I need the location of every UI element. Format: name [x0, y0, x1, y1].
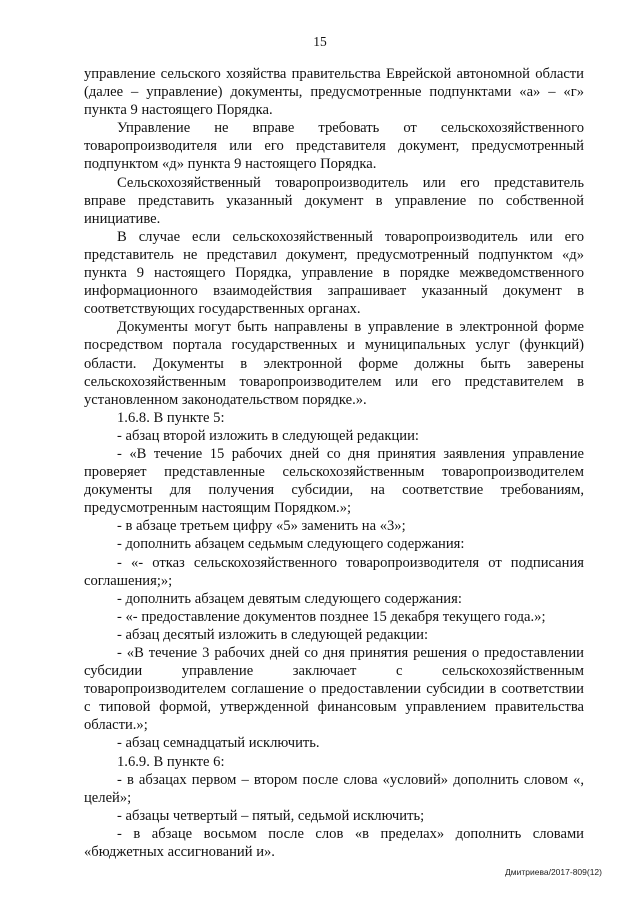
- paragraph: управление сельского хозяйства правительства Еврейской автономной области (далее – управление) документы, предусмотренные подпунктами «а» – «г» пункта 9 настоящего Порядка.: [84, 66, 584, 119]
- paragraph: - в абзаце восьмом после слов «в пределах» дополнить словами «бюджетных ассигнований и».: [84, 825, 584, 861]
- paragraph: - дополнить абзацем девятым следующего содержания:: [117, 590, 462, 607]
- paragraph: Документы могут быть направлены в управление в электронной форме посредством портала государственных и муниципальных услуг (функций) области. Документы в электронной форме должны быть заверены сельскохозяйственным товаропроизводителем или его представителем в установленном законодательством порядке.».: [84, 319, 584, 408]
- paragraph: 1.6.9. В пункте 6:: [117, 753, 225, 770]
- paragraph: - дополнить абзацем седьмым следующего содержания:: [117, 536, 465, 553]
- paragraph: - «- отказ сельскохозяйственного товаропроизводителя от подписания соглашения;»;: [84, 554, 584, 589]
- paragraph: - в абзаце третьем цифру «5» заменить на «3»;: [117, 518, 406, 535]
- paragraph: В случае если сельскохозяйственный товаропроизводитель или его представитель не представил документ, предусмотренный подпунктом «д» пункта 9 настоящего Порядка, управление в порядке межведомственного информационного взаимодействия запрашивает указанный документ в соответствующих государственных органах.: [84, 228, 584, 318]
- paragraph: - абзац десятый изложить в следующей редакции:: [117, 626, 429, 643]
- paragraph: - абзацы четвертый – пятый, седьмой исключить;: [117, 807, 425, 824]
- paragraph: - в абзацах первом – втором после слова «условий» дополнить словом «, целей»;: [84, 771, 584, 806]
- paragraph: - «- предоставление документов позднее 15 декабря текущего года.»;: [117, 608, 546, 625]
- paragraph: - «В течение 15 рабочих дней со дня принятия заявления управление проверяет представленные сельскохозяйственным товаропроизводителем документы для получения субсидии, на соответствие требованиям, предусмотренным настоящим Порядком.»;: [84, 445, 584, 517]
- paragraph: 1.6.8. В пункте 5:: [117, 409, 225, 426]
- paragraph: - «В течение 3 рабочих дней со дня принятия решения о предоставлении субсидии управление заключает с сельскохозяйственным товаропроизводителем соглашение о предоставлении субсидии в соответствии с типовой формой, утвержденной финансовым управлением правительства области.»;: [84, 645, 584, 734]
- paragraph: Сельскохозяйственный товаропроизводитель или его представитель вправе представить указанный документ в управление по собственной инициативе.: [84, 174, 584, 227]
- paragraph: - абзац второй изложить в следующей редакции:: [117, 427, 419, 444]
- paragraph: - абзац семнадцатый исключить.: [117, 735, 320, 752]
- page-number: 15: [313, 34, 327, 49]
- paragraph: Управление не вправе требовать от сельскохозяйственного товаропроизводителя или его представителя документ, предусмотренный подпунктом «д» пункта 9 настоящего Порядка.: [84, 120, 584, 173]
- document-body: [84, 65, 584, 861]
- document-code: Дмитриева/2017-809(12): [505, 867, 602, 877]
